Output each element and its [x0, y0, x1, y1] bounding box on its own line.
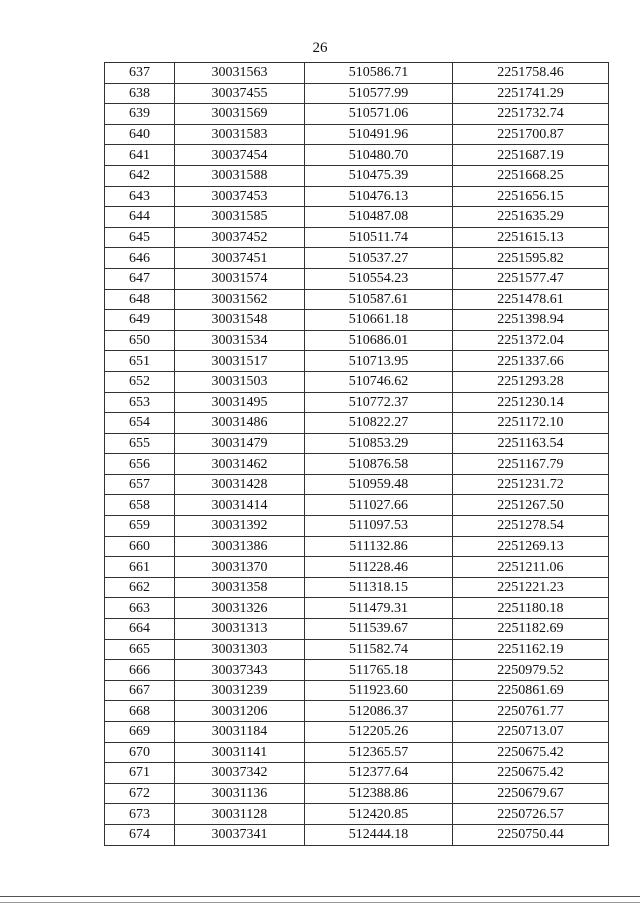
- x-coordinate-cell: 512388.86: [305, 783, 453, 804]
- table-row: [105, 433, 609, 454]
- table-row: [105, 145, 609, 166]
- x-coordinate-cell: 510661.18: [305, 310, 453, 331]
- y-coordinate-cell: 2251398.94: [453, 310, 609, 331]
- table-row: [105, 680, 609, 701]
- table-row: [105, 268, 609, 289]
- y-coordinate-cell: 2251230.14: [453, 392, 609, 413]
- row-index-cell: 663: [105, 598, 175, 619]
- x-coordinate-cell: 510746.62: [305, 371, 453, 392]
- point-id-cell: 30037455: [175, 83, 305, 104]
- x-coordinate-cell: 512086.37: [305, 701, 453, 722]
- table-row: [105, 495, 609, 516]
- x-coordinate-cell: 510476.13: [305, 186, 453, 207]
- y-coordinate-cell: 2251668.25: [453, 165, 609, 186]
- point-id-cell: 30031583: [175, 124, 305, 145]
- row-index-cell: 642: [105, 165, 175, 186]
- row-index-cell: 652: [105, 371, 175, 392]
- row-index-cell: 641: [105, 145, 175, 166]
- x-coordinate-cell: 511132.86: [305, 536, 453, 557]
- table-row: [105, 186, 609, 207]
- x-coordinate-cell: 510475.39: [305, 165, 453, 186]
- x-coordinate-cell: 510571.06: [305, 104, 453, 125]
- table-row: [105, 104, 609, 125]
- row-index-cell: 671: [105, 763, 175, 784]
- point-id-cell: 30031428: [175, 474, 305, 495]
- point-id-cell: 30031392: [175, 516, 305, 537]
- point-id-cell: 30031503: [175, 371, 305, 392]
- table-row: [105, 474, 609, 495]
- table-row: [105, 371, 609, 392]
- table-row: [105, 598, 609, 619]
- y-coordinate-cell: 2251163.54: [453, 433, 609, 454]
- table-row: [105, 577, 609, 598]
- x-coordinate-cell: 512420.85: [305, 804, 453, 825]
- y-coordinate-cell: 2250713.07: [453, 722, 609, 743]
- row-index-cell: 669: [105, 722, 175, 743]
- point-id-cell: 30031326: [175, 598, 305, 619]
- x-coordinate-cell: 511097.53: [305, 516, 453, 537]
- point-id-cell: 30037453: [175, 186, 305, 207]
- row-index-cell: 643: [105, 186, 175, 207]
- table-row: [105, 804, 609, 825]
- point-id-cell: 30031486: [175, 413, 305, 434]
- footer-rule-secondary: [0, 902, 640, 903]
- row-index-cell: 638: [105, 83, 175, 104]
- point-id-cell: 30031141: [175, 742, 305, 763]
- row-index-cell: 670: [105, 742, 175, 763]
- row-index-cell: 672: [105, 783, 175, 804]
- page-number: 26: [312, 40, 328, 56]
- x-coordinate-cell: 510537.27: [305, 248, 453, 269]
- point-id-cell: 30037342: [175, 763, 305, 784]
- y-coordinate-cell: 2251732.74: [453, 104, 609, 125]
- point-id-cell: 30031128: [175, 804, 305, 825]
- row-index-cell: 664: [105, 619, 175, 640]
- row-index-cell: 651: [105, 351, 175, 372]
- row-index-cell: 653: [105, 392, 175, 413]
- x-coordinate-cell: 512377.64: [305, 763, 453, 784]
- row-index-cell: 665: [105, 639, 175, 660]
- point-id-cell: 30031303: [175, 639, 305, 660]
- table-row: [105, 701, 609, 722]
- table-row: [105, 124, 609, 145]
- table-row: [105, 227, 609, 248]
- table-row: [105, 660, 609, 681]
- x-coordinate-cell: 510713.95: [305, 351, 453, 372]
- point-id-cell: 30037343: [175, 660, 305, 681]
- y-coordinate-cell: 2251278.54: [453, 516, 609, 537]
- table-row: [105, 413, 609, 434]
- y-coordinate-cell: 2251172.10: [453, 413, 609, 434]
- x-coordinate-cell: 510491.96: [305, 124, 453, 145]
- point-id-cell: 30031517: [175, 351, 305, 372]
- x-coordinate-cell: 510959.48: [305, 474, 453, 495]
- y-coordinate-cell: 2250726.57: [453, 804, 609, 825]
- point-id-cell: 30031358: [175, 577, 305, 598]
- point-id-cell: 30031495: [175, 392, 305, 413]
- x-coordinate-cell: 511027.66: [305, 495, 453, 516]
- footer-rule: [0, 896, 640, 897]
- y-coordinate-cell: 2251758.46: [453, 63, 609, 84]
- y-coordinate-cell: 2251478.61: [453, 289, 609, 310]
- point-id-cell: 30031184: [175, 722, 305, 743]
- table-row: [105, 722, 609, 743]
- table-row: [105, 63, 609, 84]
- table-row: [105, 639, 609, 660]
- table-row: [105, 516, 609, 537]
- row-index-cell: 666: [105, 660, 175, 681]
- y-coordinate-cell: 2251211.06: [453, 557, 609, 578]
- point-id-cell: 30031548: [175, 310, 305, 331]
- row-index-cell: 647: [105, 268, 175, 289]
- row-index-cell: 668: [105, 701, 175, 722]
- y-coordinate-cell: 2251293.28: [453, 371, 609, 392]
- y-coordinate-cell: 2250675.42: [453, 763, 609, 784]
- table-row: [105, 310, 609, 331]
- x-coordinate-cell: 510772.37: [305, 392, 453, 413]
- y-coordinate-cell: 2251162.19: [453, 639, 609, 660]
- y-coordinate-cell: 2251741.29: [453, 83, 609, 104]
- point-id-cell: 30031136: [175, 783, 305, 804]
- x-coordinate-cell: 510480.70: [305, 145, 453, 166]
- point-id-cell: 30031462: [175, 454, 305, 475]
- row-index-cell: 667: [105, 680, 175, 701]
- y-coordinate-cell: 2251615.13: [453, 227, 609, 248]
- y-coordinate-cell: 2251167.79: [453, 454, 609, 475]
- x-coordinate-cell: 510587.61: [305, 289, 453, 310]
- row-index-cell: 661: [105, 557, 175, 578]
- row-index-cell: 656: [105, 454, 175, 475]
- point-id-cell: 30031569: [175, 104, 305, 125]
- point-id-cell: 30031534: [175, 330, 305, 351]
- table-row: [105, 742, 609, 763]
- point-id-cell: 30031370: [175, 557, 305, 578]
- point-id-cell: 30031563: [175, 63, 305, 84]
- x-coordinate-cell: 510586.71: [305, 63, 453, 84]
- table-row: [105, 557, 609, 578]
- x-coordinate-cell: 512365.57: [305, 742, 453, 763]
- x-coordinate-cell: 512444.18: [305, 824, 453, 845]
- coordinate-table: [104, 62, 609, 846]
- table-row: [105, 330, 609, 351]
- x-coordinate-cell: 510554.23: [305, 268, 453, 289]
- point-id-cell: 30037451: [175, 248, 305, 269]
- y-coordinate-cell: 2251372.04: [453, 330, 609, 351]
- point-id-cell: 30037341: [175, 824, 305, 845]
- row-index-cell: 646: [105, 248, 175, 269]
- row-index-cell: 637: [105, 63, 175, 84]
- y-coordinate-cell: 2251595.82: [453, 248, 609, 269]
- x-coordinate-cell: 510822.27: [305, 413, 453, 434]
- point-id-cell: 30031206: [175, 701, 305, 722]
- row-index-cell: 673: [105, 804, 175, 825]
- table-row: [105, 783, 609, 804]
- x-coordinate-cell: 511228.46: [305, 557, 453, 578]
- x-coordinate-cell: 510487.08: [305, 207, 453, 228]
- row-index-cell: 649: [105, 310, 175, 331]
- table-row: [105, 392, 609, 413]
- point-id-cell: 30031585: [175, 207, 305, 228]
- point-id-cell: 30031414: [175, 495, 305, 516]
- row-index-cell: 650: [105, 330, 175, 351]
- point-id-cell: 30031386: [175, 536, 305, 557]
- point-id-cell: 30031239: [175, 680, 305, 701]
- y-coordinate-cell: 2251687.19: [453, 145, 609, 166]
- point-id-cell: 30031479: [175, 433, 305, 454]
- table-row: [105, 207, 609, 228]
- row-index-cell: 644: [105, 207, 175, 228]
- x-coordinate-cell: 512205.26: [305, 722, 453, 743]
- x-coordinate-cell: 510511.74: [305, 227, 453, 248]
- table-row: [105, 351, 609, 372]
- row-index-cell: 659: [105, 516, 175, 537]
- x-coordinate-cell: 511923.60: [305, 680, 453, 701]
- table-row: [105, 165, 609, 186]
- x-coordinate-cell: 510876.58: [305, 454, 453, 475]
- y-coordinate-cell: 2251231.72: [453, 474, 609, 495]
- y-coordinate-cell: 2251577.47: [453, 268, 609, 289]
- row-index-cell: 660: [105, 536, 175, 557]
- point-id-cell: 30037452: [175, 227, 305, 248]
- table-row: [105, 619, 609, 640]
- row-index-cell: 655: [105, 433, 175, 454]
- y-coordinate-cell: 2250761.77: [453, 701, 609, 722]
- row-index-cell: 654: [105, 413, 175, 434]
- table-row: [105, 824, 609, 845]
- table-row: [105, 763, 609, 784]
- y-coordinate-cell: 2251182.69: [453, 619, 609, 640]
- row-index-cell: 657: [105, 474, 175, 495]
- y-coordinate-cell: 2250675.42: [453, 742, 609, 763]
- row-index-cell: 662: [105, 577, 175, 598]
- y-coordinate-cell: 2251269.13: [453, 536, 609, 557]
- y-coordinate-cell: 2250750.44: [453, 824, 609, 845]
- y-coordinate-cell: 2251180.18: [453, 598, 609, 619]
- table-row: [105, 83, 609, 104]
- y-coordinate-cell: 2251221.23: [453, 577, 609, 598]
- row-index-cell: 640: [105, 124, 175, 145]
- row-index-cell: 648: [105, 289, 175, 310]
- y-coordinate-cell: 2251635.29: [453, 207, 609, 228]
- row-index-cell: 674: [105, 824, 175, 845]
- x-coordinate-cell: 510853.29: [305, 433, 453, 454]
- y-coordinate-cell: 2251267.50: [453, 495, 609, 516]
- row-index-cell: 658: [105, 495, 175, 516]
- row-index-cell: 645: [105, 227, 175, 248]
- table-row: [105, 454, 609, 475]
- coordinate-table-body: [105, 63, 609, 846]
- x-coordinate-cell: 511318.15: [305, 577, 453, 598]
- table-row: [105, 248, 609, 269]
- row-index-cell: 639: [105, 104, 175, 125]
- x-coordinate-cell: 510686.01: [305, 330, 453, 351]
- table-row: [105, 289, 609, 310]
- y-coordinate-cell: 2250979.52: [453, 660, 609, 681]
- x-coordinate-cell: 511765.18: [305, 660, 453, 681]
- y-coordinate-cell: 2251656.15: [453, 186, 609, 207]
- y-coordinate-cell: 2250679.67: [453, 783, 609, 804]
- x-coordinate-cell: 511582.74: [305, 639, 453, 660]
- y-coordinate-cell: 2250861.69: [453, 680, 609, 701]
- point-id-cell: 30037454: [175, 145, 305, 166]
- x-coordinate-cell: 511479.31: [305, 598, 453, 619]
- x-coordinate-cell: 511539.67: [305, 619, 453, 640]
- point-id-cell: 30031562: [175, 289, 305, 310]
- point-id-cell: 30031588: [175, 165, 305, 186]
- point-id-cell: 30031313: [175, 619, 305, 640]
- y-coordinate-cell: 2251337.66: [453, 351, 609, 372]
- x-coordinate-cell: 510577.99: [305, 83, 453, 104]
- table-row: [105, 536, 609, 557]
- point-id-cell: 30031574: [175, 268, 305, 289]
- y-coordinate-cell: 2251700.87: [453, 124, 609, 145]
